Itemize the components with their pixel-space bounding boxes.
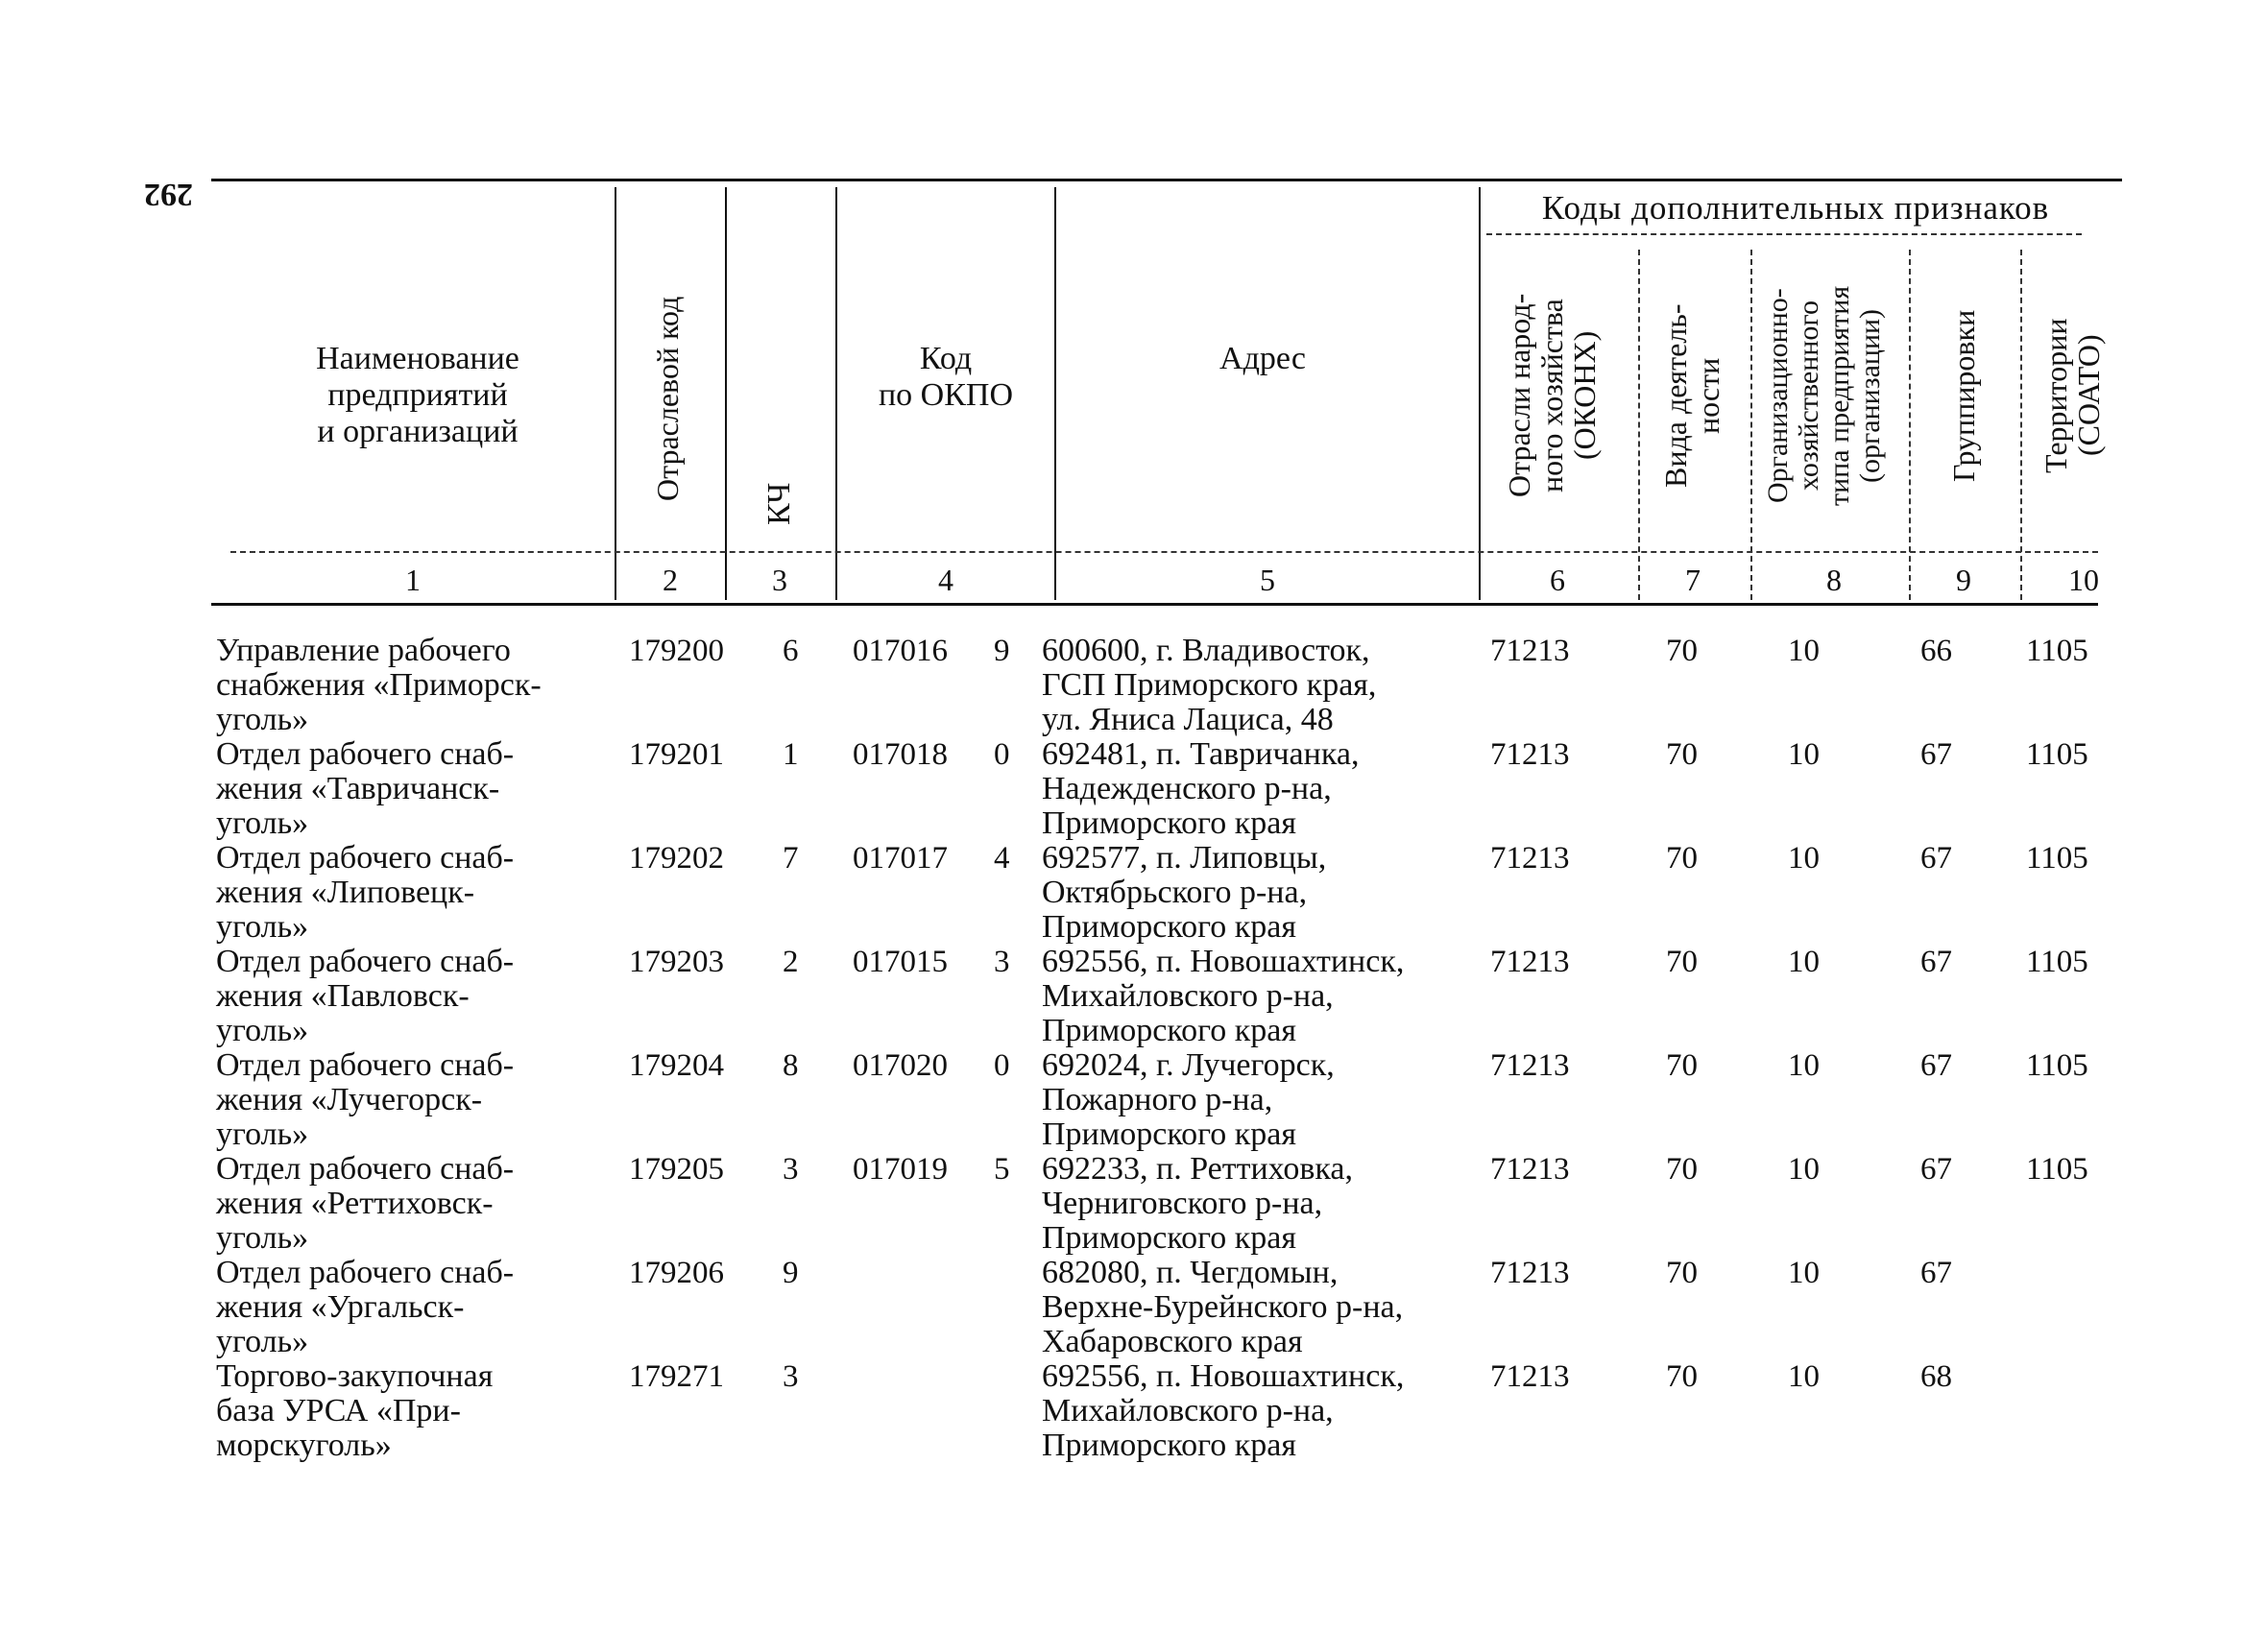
table-row <box>0 634 2268 737</box>
cell-kch: 7 <box>783 841 799 876</box>
cell-soato: 1105 <box>2026 841 2088 876</box>
cell-vid: 70 <box>1666 841 1698 876</box>
cell-vid: 70 <box>1666 634 1698 668</box>
table-row <box>0 945 2268 1048</box>
colnum-2: 2 <box>663 563 678 597</box>
cell-okpo: 017019 <box>853 1152 948 1187</box>
table-row <box>0 1152 2268 1256</box>
cell-code: 179205 <box>629 1152 724 1187</box>
cell-kch: 2 <box>783 945 799 979</box>
cell-grp: 67 <box>1920 841 1952 876</box>
header-extra-codes: Коды дополнительных признаков <box>1541 189 2050 227</box>
cell-address: 600600, г. Владивосток, ГСП Приморского края, ул. Яниса Лациса, 48 <box>1042 633 1377 737</box>
col-sep <box>2020 250 2022 600</box>
cell-org: 10 <box>1788 1152 1820 1187</box>
table-row <box>0 1256 2268 1359</box>
colnum-1: 1 <box>405 563 421 597</box>
colnum-4: 4 <box>938 563 953 597</box>
cell-address: 692481, п. Тавричанка, Надежденского р-на, Приморского края <box>1042 736 1360 841</box>
table-row <box>0 841 2268 945</box>
top-rule <box>211 179 2122 181</box>
col-sep <box>1054 187 1056 600</box>
cell-kch: 9 <box>783 1256 799 1290</box>
cell-vid: 70 <box>1666 1359 1698 1394</box>
cell-kch: 3 <box>783 1152 799 1187</box>
cell-name: Торгово-закупочная база УРСА «При- морскуголь» <box>216 1358 494 1463</box>
cell-name: Отдел рабочего снаб- жения «Лучегорск- уголь» <box>216 1047 515 1152</box>
cell-address: 692577, п. Липовцы, Октябрьского р-на, Приморского края <box>1042 840 1327 945</box>
header-org-type: Организационно- хозяйственного типа предприятия (организации) <box>1762 285 1886 506</box>
cell-okonh: 71213 <box>1490 1359 1570 1394</box>
cell-name: Отдел рабочего снаб- жения «Реттиховск- уголь» <box>216 1151 515 1256</box>
cell-okonh: 71213 <box>1490 1256 1570 1290</box>
cell-okonh: 71213 <box>1490 737 1570 772</box>
col-sep <box>1909 250 1911 600</box>
cell-soato: 1105 <box>2026 1152 2088 1187</box>
cell-okonh: 71213 <box>1490 634 1570 668</box>
cell-code: 179271 <box>629 1359 724 1394</box>
cell-address: 682080, п. Чегдомын, Верхне-Бурейнского р-на, Хабаровского края <box>1042 1255 1404 1359</box>
header-groupings: Группировки <box>1946 309 1981 482</box>
cell-name: Отдел рабочего снаб- жения «Ургальск- уголь» <box>216 1255 515 1359</box>
colnum-10: 10 <box>2068 563 2099 597</box>
col-sep <box>1638 250 1640 600</box>
group-rule <box>1486 233 2082 235</box>
cell-org: 10 <box>1788 634 1820 668</box>
header-bottom-rule <box>211 603 2098 606</box>
cell-name: Отдел рабочего снаб- жения «Липовецк- уголь» <box>216 840 515 945</box>
cell-okonh: 71213 <box>1490 841 1570 876</box>
cell-grp: 68 <box>1920 1359 1952 1394</box>
cell-grp: 67 <box>1920 737 1952 772</box>
cell-grp: 67 <box>1920 1256 1952 1290</box>
cell-okpo-k: 3 <box>994 945 1010 979</box>
cell-address: 692556, п. Новошахтинск, Михайловского р-на, Приморского края <box>1042 944 1405 1048</box>
header-soato: Территории (СОАТО) <box>2039 318 2106 473</box>
cell-grp: 67 <box>1920 1152 1952 1187</box>
colnum-7: 7 <box>1685 563 1701 597</box>
cell-kch: 1 <box>783 737 799 772</box>
cell-grp: 67 <box>1920 945 1952 979</box>
cell-vid: 70 <box>1666 945 1698 979</box>
cell-okpo: 017015 <box>853 945 948 979</box>
cell-grp: 67 <box>1920 1048 1952 1083</box>
cell-okonh: 71213 <box>1490 1048 1570 1083</box>
cell-kch: 8 <box>783 1048 799 1083</box>
cell-okpo: 017018 <box>853 737 948 772</box>
cell-vid: 70 <box>1666 1256 1698 1290</box>
header-address: Адрес <box>1219 341 1306 376</box>
cell-okpo-k: 4 <box>994 841 1010 876</box>
cell-okpo: 017016 <box>853 634 948 668</box>
colnum-5: 5 <box>1260 563 1275 597</box>
table-row <box>0 1048 2268 1152</box>
cell-soato: 1105 <box>2026 737 2088 772</box>
col-sep <box>1750 250 1752 600</box>
cell-address: 692556, п. Новошахтинск, Михайловского р-на, Приморского края <box>1042 1358 1405 1463</box>
header-branch-code: Отраслевой код <box>650 296 685 501</box>
header-name: Наименование предприятий и организаций <box>316 341 519 449</box>
cell-okpo-k: 9 <box>994 634 1010 668</box>
cell-org: 10 <box>1788 1256 1820 1290</box>
page-number: 292 <box>144 177 193 212</box>
col-sep <box>1479 187 1481 600</box>
table-row <box>0 737 2268 841</box>
cell-okonh: 71213 <box>1490 945 1570 979</box>
cell-okpo-k: 5 <box>994 1152 1010 1187</box>
cell-soato: 1105 <box>2026 1048 2088 1083</box>
cell-code: 179203 <box>629 945 724 979</box>
number-rule <box>230 551 2098 553</box>
cell-okpo-k: 0 <box>994 1048 1010 1083</box>
colnum-8: 8 <box>1826 563 1842 597</box>
cell-org: 10 <box>1788 737 1820 772</box>
table-row <box>0 1359 2268 1463</box>
cell-soato: 1105 <box>2026 634 2088 668</box>
cell-code: 179200 <box>629 634 724 668</box>
col-sep <box>835 187 837 600</box>
cell-vid: 70 <box>1666 737 1698 772</box>
col-sep <box>725 187 727 600</box>
cell-org: 10 <box>1788 841 1820 876</box>
header-activity: Вида деятель- ности <box>1658 303 1725 488</box>
cell-code: 179206 <box>629 1256 724 1290</box>
cell-vid: 70 <box>1666 1152 1698 1187</box>
cell-okpo-k: 0 <box>994 737 1010 772</box>
header-kch: КЧ <box>761 482 797 526</box>
header-okpo: Код по ОКПО <box>878 341 1014 413</box>
colnum-9: 9 <box>1956 563 1971 597</box>
cell-vid: 70 <box>1666 1048 1698 1083</box>
cell-address: 692024, г. Лучегорск, Пожарного р-на, Приморского края <box>1042 1047 1335 1152</box>
cell-kch: 3 <box>783 1359 799 1394</box>
header-okonh: Отрасли народ- ного хозяйства (ОКОНХ) <box>1502 293 1602 498</box>
col-sep <box>615 187 616 600</box>
cell-org: 10 <box>1788 945 1820 979</box>
cell-address: 692233, п. Реттиховка, Черниговского р-на, Приморского края <box>1042 1151 1354 1256</box>
cell-okonh: 71213 <box>1490 1152 1570 1187</box>
cell-code: 179204 <box>629 1048 724 1083</box>
cell-name: Отдел рабочего снаб- жения «Павловск- уголь» <box>216 944 515 1048</box>
cell-grp: 66 <box>1920 634 1952 668</box>
colnum-6: 6 <box>1550 563 1565 597</box>
colnum-3: 3 <box>772 563 787 597</box>
cell-code: 179202 <box>629 841 724 876</box>
cell-org: 10 <box>1788 1359 1820 1394</box>
cell-okpo: 017017 <box>853 841 948 876</box>
cell-name: Отдел рабочего снаб- жения «Тавричанск- уголь» <box>216 736 515 841</box>
cell-okpo: 017020 <box>853 1048 948 1083</box>
cell-org: 10 <box>1788 1048 1820 1083</box>
cell-soato: 1105 <box>2026 945 2088 979</box>
cell-name: Управление рабочего снабжения «Приморск- уголь» <box>216 633 542 737</box>
cell-code: 179201 <box>629 737 724 772</box>
cell-kch: 6 <box>783 634 799 668</box>
